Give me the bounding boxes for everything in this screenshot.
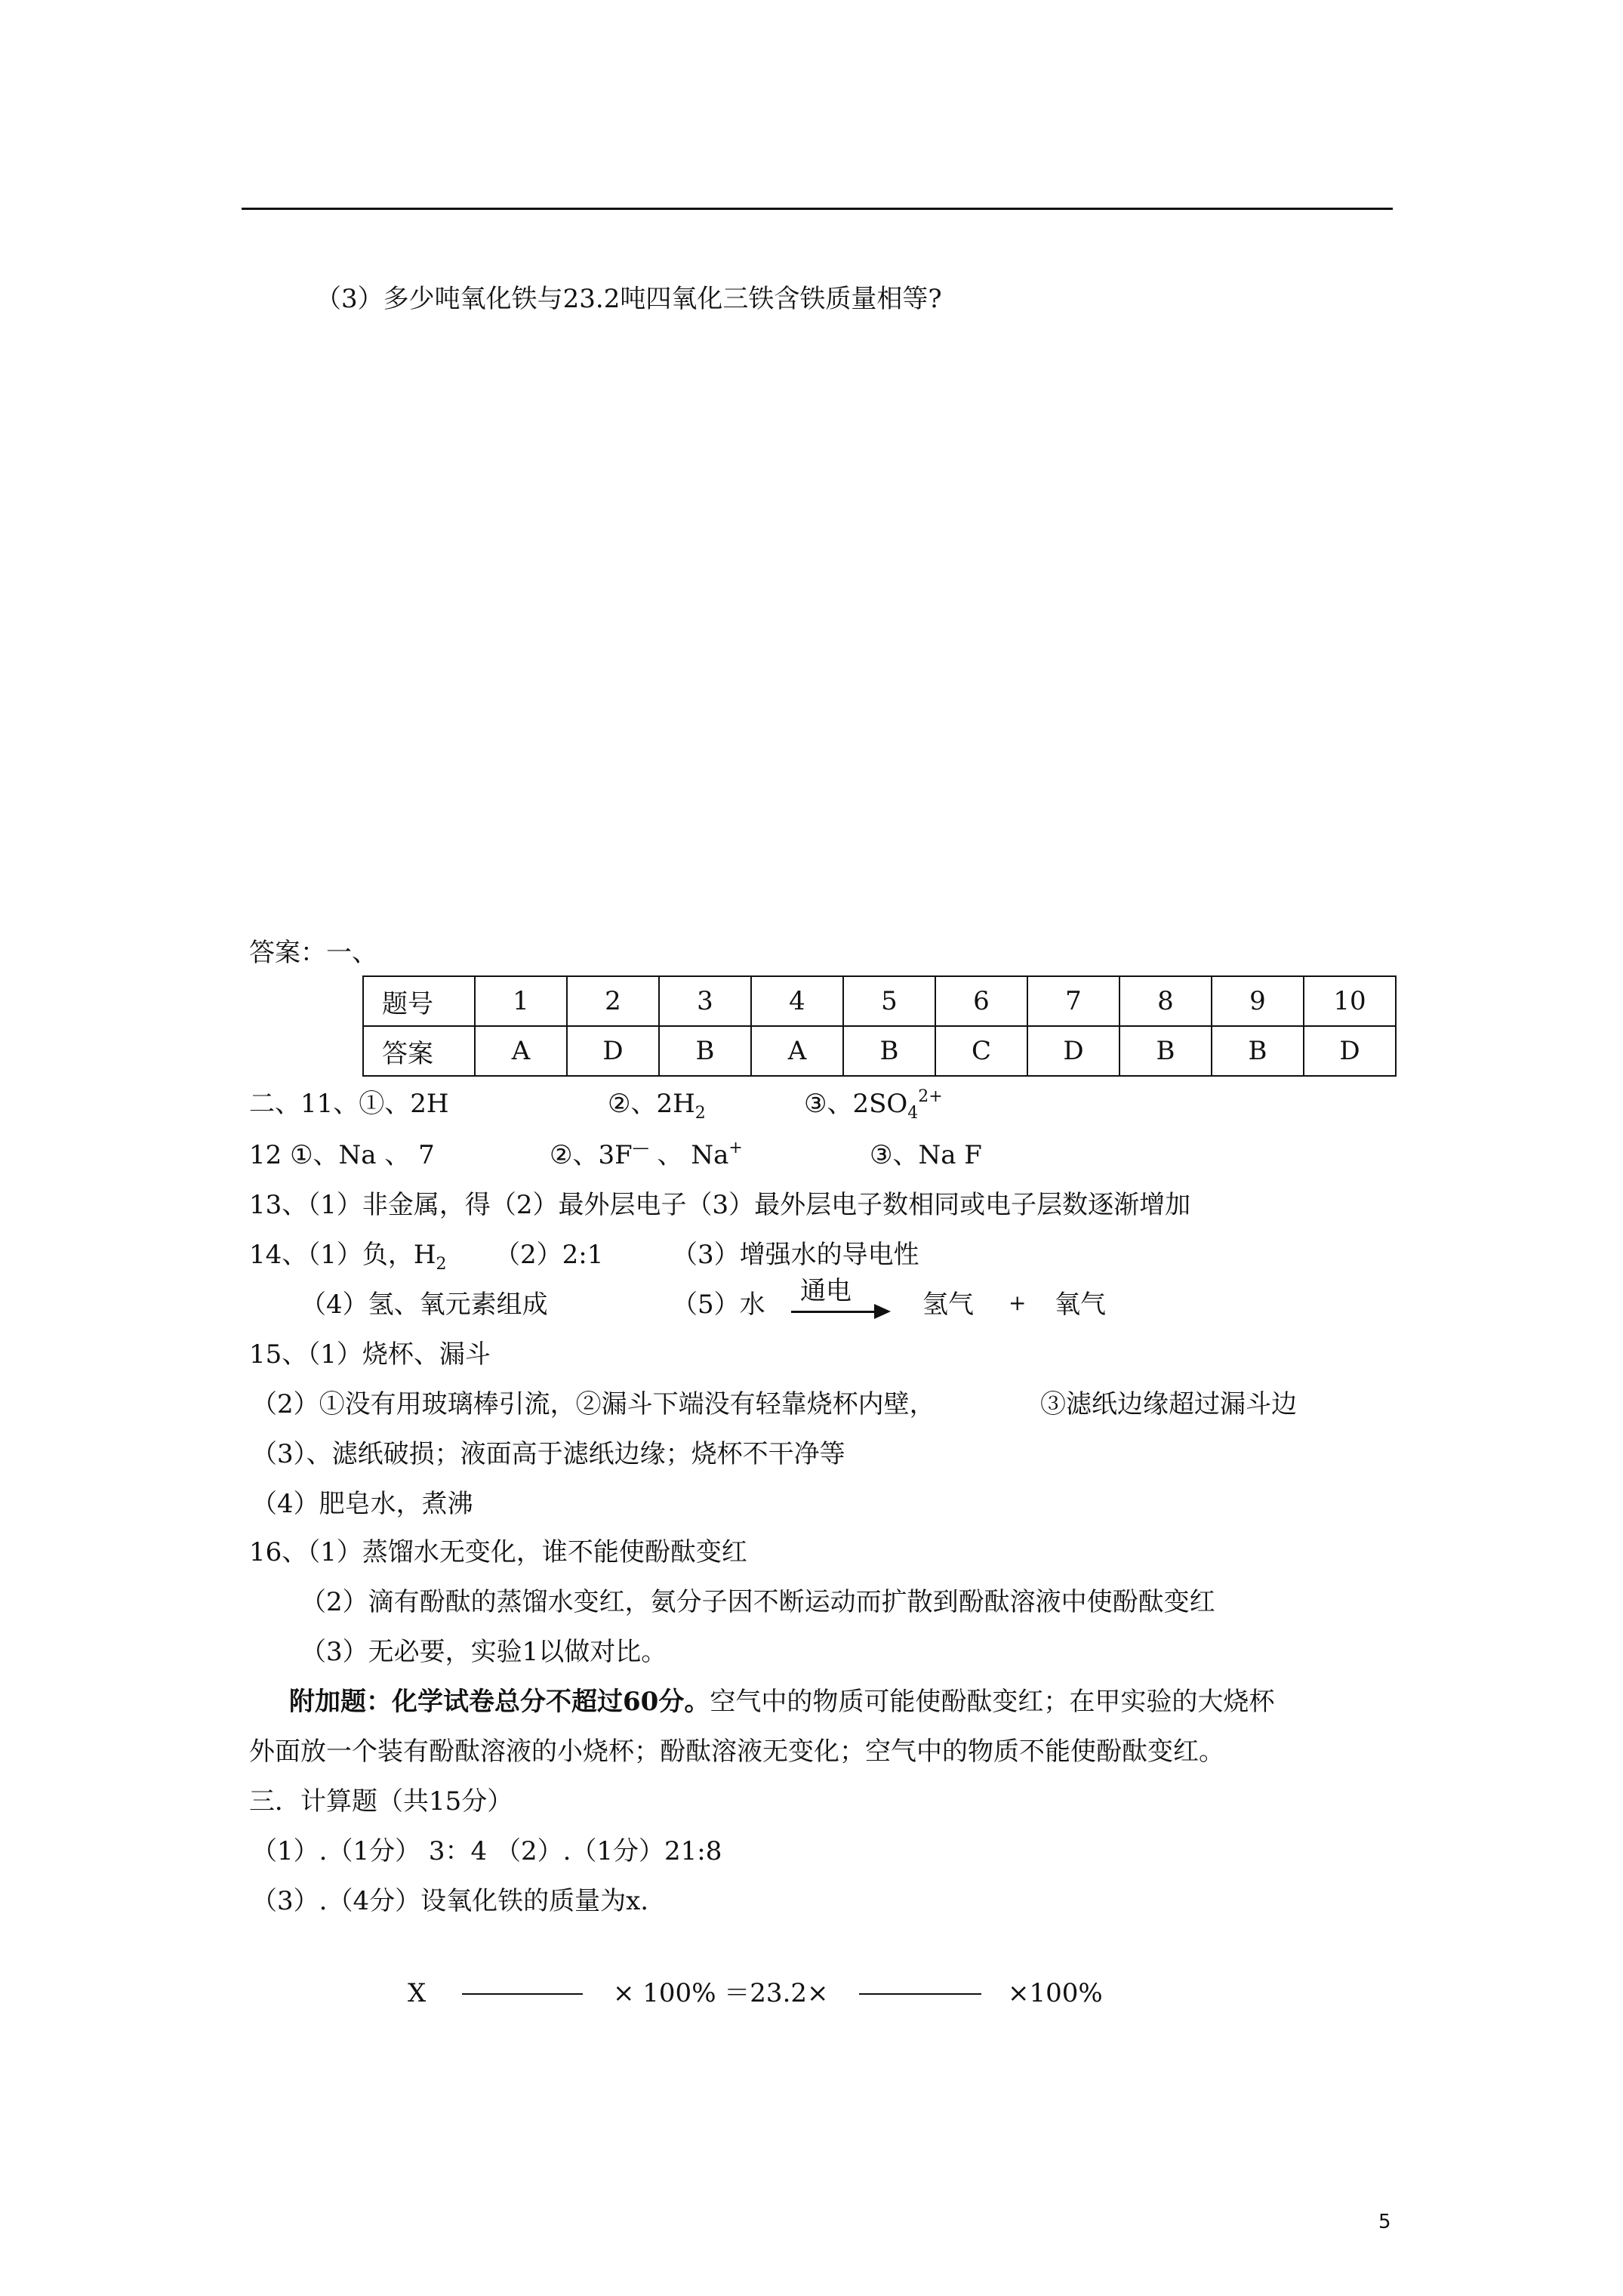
table-cell: A (475, 1026, 567, 1076)
equation-middle: × 100% ＝23.2× (613, 1978, 829, 2008)
extra-label: 附加题： (289, 1687, 392, 1717)
equation-x: X (408, 1978, 427, 2008)
arrow-label: 通电 (800, 1276, 852, 1306)
table-cell: 2 (567, 976, 659, 1026)
fraction-line-1 (462, 1993, 583, 1995)
table-cell: D (1027, 1026, 1119, 1076)
table-header-answer: 答案 (363, 1026, 475, 1076)
answer-table (362, 975, 1397, 1077)
table-header-number: 题号 (363, 976, 475, 1026)
table-cell: 7 (1027, 976, 1119, 1026)
table-cell: B (1212, 1026, 1304, 1076)
answers-heading: 答案：一、 (249, 938, 377, 968)
extra-question-line1: 附加题：化学试卷总分不超过60分。空气中的物质可能使酚酞变红；在甲实验的大烧杯 (289, 1687, 1275, 1717)
answer-11-part3: ③、$2SO_4^{2+}$ (804, 1087, 943, 1123)
answer-15-line4: （4）肥皂水，煮沸 (251, 1489, 473, 1519)
answer-12-part1: 12 ①、Na 、 7 (249, 1140, 435, 1170)
header-rule (242, 208, 1393, 210)
extra-question-line2: 外面放一个装有酚酞溶液的小烧杯；酚酞溶液无变化；空气中的物质不能使酚酞变红。 (249, 1737, 1224, 1767)
answer-14-part1: 14、（1）负，$H_2$ (249, 1240, 447, 1274)
table-cell: B (1119, 1026, 1212, 1076)
reaction-arrow-head (874, 1304, 891, 1319)
extra-bold: 化学试卷总分不超过60分。 (392, 1687, 710, 1717)
calc-line1: （1）.（1分） 3：4 （2）.（1分）21:8 (251, 1836, 722, 1866)
table-row-numbers (363, 976, 1396, 1026)
table-cell: 5 (843, 976, 935, 1026)
reaction-arrow-shaft (791, 1311, 876, 1313)
answer-16-line2: （2）滴有酚酞的蒸馏水变红，氨分子因不断运动而扩散到酚酞溶液中使酚酞变红 (300, 1587, 1215, 1617)
table-cell: 4 (751, 976, 843, 1026)
answer-12-part2: ②、3F— 、 Na+ (550, 1139, 743, 1170)
product-hydrogen: 氢气 (922, 1290, 974, 1320)
answer-14-part5: （5）水 (672, 1290, 765, 1320)
table-cell: C (935, 1026, 1027, 1076)
question-3: （3）多少吨氧化铁与23.2吨四氧化三铁含铁质量相等? (316, 284, 942, 314)
table-cell: 10 (1304, 976, 1396, 1026)
fraction-line-2 (859, 1993, 981, 1995)
answer-14-part2: （2）2:1 (494, 1240, 604, 1270)
table-cell: 1 (475, 976, 567, 1026)
answer-16-line3: （3）无必要，实验1以做对比。 (300, 1637, 667, 1667)
equation-end: ×100% (1008, 1978, 1103, 2008)
table-cell: B (659, 1026, 751, 1076)
table-cell: 8 (1119, 976, 1212, 1026)
table-cell: D (1304, 1026, 1396, 1076)
table-row-answers (363, 1026, 1396, 1076)
answer-14-part3: （3）增强水的导电性 (672, 1240, 919, 1270)
answer-13: 13、（1）非金属，得（2）最外层电子（3）最外层电子数相同或电子层数逐渐增加 (249, 1190, 1191, 1220)
answer-11-part2: ②、$2H_2$ (608, 1089, 706, 1123)
table-cell: A (751, 1026, 843, 1076)
calc-heading: 三．计算题（共15分） (249, 1786, 513, 1817)
table-cell: D (567, 1026, 659, 1076)
answer-11-part1: 二、11、①、2H (249, 1089, 449, 1119)
table-cell: 6 (935, 976, 1027, 1026)
page-number: 5 (1378, 2211, 1391, 2233)
answer-15-line2b: ③滤纸边缘超过漏斗边 (1040, 1389, 1297, 1419)
product-oxygen: 氧气 (1055, 1290, 1106, 1320)
table-cell: B (843, 1026, 935, 1076)
answer-16-line1: 16、（1）蒸馏水无变化，谁不能使酚酞变红 (249, 1537, 747, 1567)
answer-15-line1: 15、（1）烧杯、漏斗 (249, 1339, 491, 1370)
table-cell: 3 (659, 976, 751, 1026)
answer-15-line2a: （2）①没有用玻璃棒引流，②漏斗下端没有轻靠烧杯内壁， (251, 1389, 935, 1419)
table-cell: 9 (1212, 976, 1304, 1026)
plus-sign: + (1009, 1290, 1027, 1315)
answer-14-part4: （4）氢、氧元素组成 (300, 1290, 548, 1320)
answer-12-part3: ③、Na F (870, 1140, 982, 1170)
calc-line2: （3）.（4分）设氧化铁的质量为x. (251, 1886, 649, 1916)
answer-15-line3: （3）、滤纸破损；液面高于滤纸边缘；烧杯不干净等 (251, 1439, 845, 1469)
